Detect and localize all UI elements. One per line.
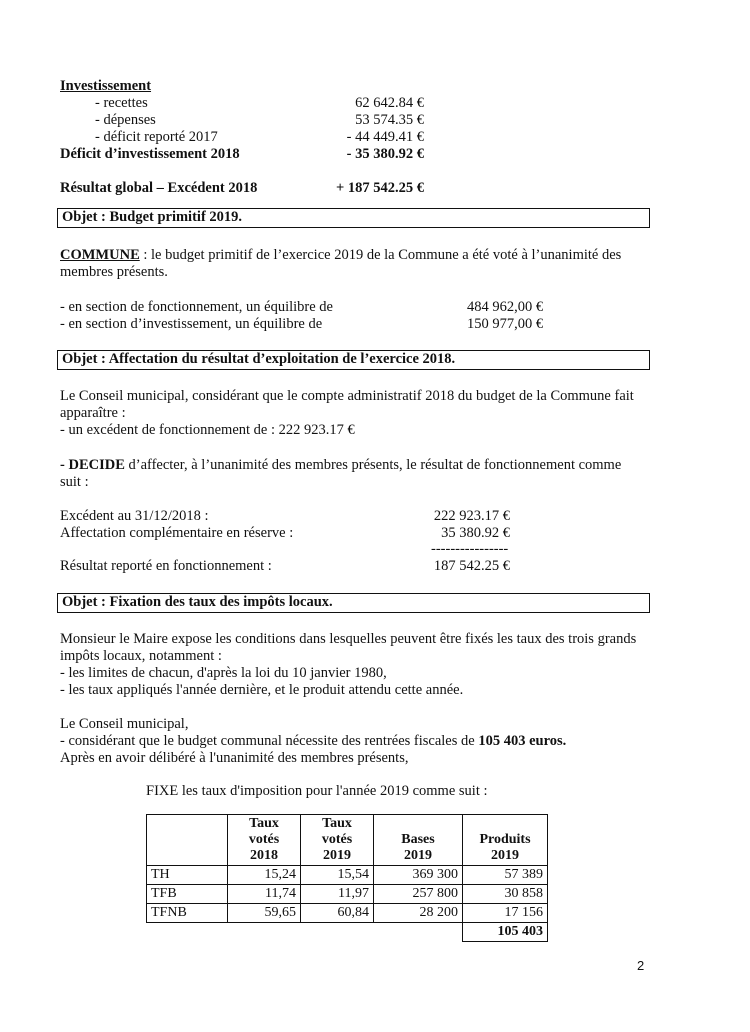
table-row: [147, 866, 548, 885]
table-row: [147, 885, 548, 904]
impots-line-3: - les limites de chacun, d'après la loi du 10 janvier 1980,: [60, 665, 387, 681]
impots-line-1: Monsieur le Maire expose les conditions dans lesquelles peuvent être fixés les taux des trois grands: [60, 631, 637, 647]
cell-taux-2019: 11,97: [301, 885, 374, 904]
resultat-global-value: + 187 542.25 €: [335, 180, 424, 196]
page-number: 2: [637, 958, 645, 973]
investissement-heading: Investissement: [60, 78, 152, 94]
depenses-value: 53 574.35 €: [355, 112, 424, 128]
cell-taux-2018: 15,24: [228, 866, 301, 885]
decide-bold: DECIDE: [68, 457, 125, 473]
table-header-row: [147, 815, 548, 866]
header-taux-2018: Taux votés 2018: [228, 815, 301, 866]
total-spacer: [147, 923, 228, 942]
impots-paragraph-2: [60, 716, 648, 767]
investissement-equilibre-label: - en section d’investissement, un équilibre de: [60, 316, 323, 332]
total-spacer: [228, 923, 301, 942]
resultat-global-label: Résultat global – Excédent 2018: [60, 180, 258, 196]
cell-taux-2018: 11,74: [228, 885, 301, 904]
header-taux-2019: Taux votés 2019: [301, 815, 374, 866]
cell-bases: 28 200: [374, 904, 463, 923]
resultat-reporte-label: Résultat reporté en fonctionnement :: [60, 558, 272, 574]
investissement-equilibre-value: 150 977,00 €: [467, 316, 544, 332]
cell-tax-name: TFNB: [147, 904, 228, 923]
tax-rates-table: [146, 814, 548, 942]
header-produits-2019: Produits 2019: [463, 815, 548, 866]
affectation-box: Objet : Affectation du résultat d’exploitation de l’exercice 2018.: [57, 350, 650, 370]
impots-line-4: - les taux appliqués l'année dernière, et le produit attendu cette année.: [60, 682, 464, 698]
recettes-value: 62 642.84 €: [355, 95, 424, 111]
budget-primitif-box: Objet : Budget primitif 2019.: [57, 208, 650, 228]
cell-bases: 257 800: [374, 885, 463, 904]
resultat-reporte-value: 187 542.25 €: [433, 558, 510, 574]
decide-paragraph: [60, 457, 648, 491]
impots-box: Objet : Fixation des taux des impôts locaux.: [57, 593, 650, 613]
fixe-line: FIXE les taux d'imposition pour l'année 2019 comme suit :: [146, 783, 488, 799]
impots-paragraph-1: [60, 631, 648, 699]
cell-produits: 17 156: [463, 904, 548, 923]
cell-bases: 369 300: [374, 866, 463, 885]
separator-line: ----------------: [431, 541, 509, 557]
conseil-line: Le Conseil municipal,: [60, 716, 189, 732]
deficit-reporte-label: - déficit reporté 2017: [95, 129, 218, 145]
fonctionnement-label: - en section de fonctionnement, un équilibre de: [60, 299, 333, 315]
impots-line-2: impôts locaux, notamment :: [60, 648, 222, 664]
commune-label: COMMUNE: [60, 247, 140, 263]
total-produits: 105 403: [463, 923, 548, 942]
excedent-label: Excédent au 31/12/2018 :: [60, 508, 209, 524]
delibere-line: Après en avoir délibéré à l'unanimité des membres présents,: [60, 750, 409, 766]
cell-taux-2018: 59,65: [228, 904, 301, 923]
total-spacer: [374, 923, 463, 942]
cell-produits: 30 858: [463, 885, 548, 904]
affectation-reserve-label: Affectation complémentaire en réserve :: [60, 525, 294, 541]
fonctionnement-value: 484 962,00 €: [467, 299, 544, 315]
decide-text-1: d’affecter, à l’unanimité des membres présents, le résultat de fonctionnement comme: [124, 457, 622, 473]
deficit-reporte-value: - 44 449.41 €: [346, 129, 424, 145]
cell-tax-name: TH: [147, 866, 228, 885]
cell-tax-name: TFB: [147, 885, 228, 904]
total-spacer: [301, 923, 374, 942]
affectation-reserve-value: 35 380.92 €: [441, 525, 510, 541]
header-empty: [147, 815, 228, 866]
affectation-intro-3: - un excédent de fonctionnement de : 222 923.17 €: [60, 422, 355, 438]
deficit-investissement-value: - 35 380.92 €: [346, 146, 424, 162]
considerant-prefix: - considérant que le budget communal nécessite des rentrées fiscales de: [60, 733, 479, 749]
decide-prefix: -: [60, 457, 69, 473]
commune-text-2: membres présents.: [60, 264, 168, 280]
recettes-label: - recettes: [95, 95, 148, 111]
excedent-value: 222 923.17 €: [433, 508, 510, 524]
commune-text-1: : le budget primitif de l’exercice 2019 de la Commune a été voté à l’unanimité des: [139, 247, 622, 263]
table-total-row: [147, 923, 548, 942]
affectation-intro-1: Le Conseil municipal, considérant que le compte administratif 2018 du budget de la Commune fait: [60, 388, 634, 404]
decide-text-2: suit :: [60, 474, 89, 490]
header-bases-2019: Bases 2019: [374, 815, 463, 866]
table-row: [147, 904, 548, 923]
cell-taux-2019: 15,54: [301, 866, 374, 885]
affectation-intro-2: apparaître :: [60, 405, 126, 421]
cell-taux-2019: 60,84: [301, 904, 374, 923]
commune-paragraph: [60, 247, 648, 281]
considerant-bold: 105 403 euros.: [478, 733, 567, 749]
depenses-label: - dépenses: [95, 112, 156, 128]
deficit-investissement-label: Déficit d’investissement 2018: [60, 146, 240, 162]
cell-produits: 57 389: [463, 866, 548, 885]
affectation-intro: [60, 388, 648, 439]
